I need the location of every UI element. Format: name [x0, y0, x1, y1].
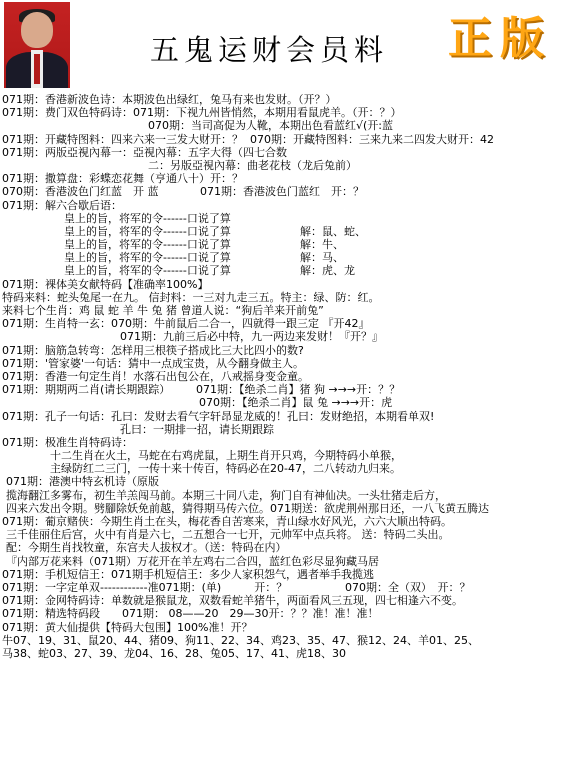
text-segment: 071期：撒算盘：彩蝶恋花舞（亨通八十）开：？ — [2, 172, 243, 186]
text-line — [0, 264, 584, 277]
text-segment: 070期：香港波色门红蓝 开 蓝 — [2, 185, 159, 199]
text-line — [0, 251, 584, 264]
text-line — [0, 581, 584, 594]
text-segment: 071期：【绝杀二肖】猪 狗 →→→开：？？ — [196, 383, 401, 397]
text-line — [0, 396, 584, 409]
text-line — [0, 489, 584, 502]
text-segment: 071期：孔子一句话：孔曰：发财去看气字轩昂显龙威的！孔曰：发财绝招，本期看单双! — [2, 409, 435, 423]
text-line — [0, 568, 584, 581]
text-segment: 孔曰：一期排一招，请长期跟踪 — [120, 422, 274, 436]
text-segment: 071期：解六合歇后语： — [2, 198, 122, 212]
text-segment: 071期：'管家婆'一句话：猜中一点成宝贵，从今翻身做主人。 — [2, 356, 305, 370]
text-segment: 配：今期生肖找牧童，东宫夫人拔权才。（送：特码在内） — [6, 541, 287, 555]
text-line — [0, 462, 584, 475]
text-line — [0, 607, 584, 620]
text-segment: 马38、蛇03、27、39、龙04、16、28、兔05、17、41、虎18、30 — [2, 646, 346, 660]
text-line — [0, 449, 584, 462]
text-segment: 揽海翻江多雾布，初生羊羔闯马前。本期三十同八走，狗门自有神仙决。一头壮猪走后方， — [6, 488, 446, 502]
text-segment: 解：牛、 — [300, 238, 344, 252]
text-line — [0, 291, 584, 304]
text-line — [0, 119, 584, 132]
text-segment: 071期：港澳中特玄机诗（原版 — [6, 475, 159, 489]
text-segment: 071期：金网特码诗：单数就是猴鼠龙，双数看蛇羊猪牛，两面看风三五现，四七相逢六不变。 — [2, 594, 463, 608]
text-line — [0, 93, 584, 106]
text-segment: 071期：黄大仙提供【特码大包围】100%准！开？ — [2, 620, 253, 634]
text-line — [0, 502, 584, 515]
text-segment: 二：另版亞視內幕：曲老花枝（龙后兔前） — [148, 158, 357, 172]
text-segment: 071期：开藏特图料：四来六来一三发大财开：？ — [2, 132, 243, 146]
text-line — [0, 555, 584, 568]
text-segment: 四来六发出令期。劈腳除妖免前越，猜得期马传六位。071期送：欲虎荆州那日还，一八飞黄五腾达 — [6, 501, 489, 515]
text-line — [0, 238, 584, 251]
text-line — [0, 410, 584, 423]
text-segment: 071期：九前三后必中特，九一两边来发财！『开？』 — [120, 330, 383, 344]
text-segment: 070期：当司高促为人靴，本期出色看蓝红√(开:蓝 — [148, 119, 394, 133]
avatar-tie — [34, 54, 40, 84]
text-line — [0, 185, 584, 198]
document-body — [0, 93, 584, 660]
text-segment: 皇上的旨，将军的令------口说了算 — [64, 238, 231, 252]
text-line — [0, 304, 584, 317]
text-segment: 十二生肖在火土，马蛇在右鸡虎鼠，上期生肖开只鸡，今期特码小单猴， — [50, 449, 402, 463]
text-line — [0, 528, 584, 541]
text-line — [0, 370, 584, 383]
text-line — [0, 541, 584, 554]
text-segment: 皇上的旨，将军的令------口说了算 — [64, 224, 231, 238]
text-segment: 『内部万花来料（071期）万花开在羊左鸡右二合四，蓝红色彩尽显狗藏马居 — [6, 554, 379, 568]
text-segment: 070期：开藏特图料：三来九来二四发大财开：42 — [250, 132, 494, 146]
text-segment: 071期：期期两二肖(请长期跟踪） — [2, 383, 171, 397]
text-line — [0, 515, 584, 528]
page-title: 五鬼运财会员料 — [150, 33, 389, 67]
text-segment: 皇上的旨，将军的令------口说了算 — [64, 251, 231, 265]
genuine-stamp: 正版 — [448, 13, 552, 64]
text-segment: 解：虎、龙 — [300, 264, 355, 278]
text-segment: 071期：精选特码段 071期： 08——20 29—30开：？？准！准！准！ — [2, 607, 379, 621]
text-line — [0, 594, 584, 607]
text-line — [0, 172, 584, 185]
text-segment: 三千佳丽住后宫，火中有肖是六七，二五想合一七开，元帅军中点兵将。 送：特码二头出。 — [6, 528, 450, 542]
text-line — [0, 436, 584, 449]
text-segment: 071期：脑筋急转弯：怎样用三根筷子搭成比三大比四小的数? — [2, 343, 304, 357]
text-line — [0, 133, 584, 146]
text-segment: 071期：葡京赌侠：今期生肖土在头，梅花香自苦寒来，青山绿水好风光，六六大顺出特码。 — [2, 515, 452, 528]
text-segment: 071期：香港新波色诗：本期波色出绿红，兔马有来也发财。（开？） — [2, 93, 337, 106]
text-segment: 皇上的旨，将军的令------口说了算 — [64, 264, 231, 278]
text-line — [0, 199, 584, 212]
text-line — [0, 146, 584, 159]
text-line — [0, 344, 584, 357]
text-segment: 070期：全（双） 开：？ — [345, 580, 471, 594]
avatar-face — [21, 12, 53, 48]
text-segment: 皇上的旨，将军的令------口说了算 — [64, 211, 231, 225]
text-line — [0, 647, 584, 660]
text-line — [0, 225, 584, 238]
text-line — [0, 330, 584, 343]
text-segment: 071期：香港波色门蓝红 开：？ — [200, 185, 364, 199]
text-line — [0, 106, 584, 119]
text-segment: 071期：裸体美女献特码【准确率100%】 — [2, 277, 209, 291]
text-line — [0, 317, 584, 330]
text-segment: 070期：【绝杀二肖】鼠 兔 →→→开：虎 — [199, 396, 393, 410]
text-segment: 071期：生肖特一玄：070期：牛前鼠后二合一，四就得一跟三定 『开42』 — [2, 317, 370, 331]
text-line — [0, 159, 584, 172]
text-segment: 071期：极准生肖特码诗： — [2, 435, 133, 449]
text-segment: 071期：两版亞視內幕一：亞視內幕：五字大得（四七合数 — [2, 145, 287, 159]
text-segment: 071期：一字定单双------------准071期：(单) 开：？ — [2, 580, 288, 594]
text-segment: 来料七个生肖：鸡 鼠 蛇 羊 牛 兔 猪 曾道人说：“狗后羊来开前兔” — [2, 304, 324, 317]
text-line — [0, 634, 584, 647]
text-segment: 071期：香港一句定生肖！水落石出包公在，八戒摇身变金童。 — [2, 369, 309, 383]
text-line — [0, 278, 584, 291]
text-segment: 071期：手机短信王：071期手机短信王：多少人家积怨气，遇者举手我揽逃 — [2, 567, 374, 581]
text-segment: 071期：费门双色特码诗：071期：下视九州皆悄然，本期用看鼠虎羊。（开：？） — [2, 106, 402, 120]
avatar-photo — [4, 2, 70, 88]
text-line — [0, 383, 584, 396]
text-line — [0, 621, 584, 634]
text-segment: 解：马、 — [300, 251, 344, 265]
text-segment: 牛07、19、31、鼠20、44、猪09、狗11、22、34、鸡23、35、47、猴12、24、羊01、25、 — [2, 633, 479, 647]
text-line — [0, 212, 584, 225]
text-segment: 主绿防红二三门，一传十来十传百，特码必在20-47，二八转动九归来。 — [50, 462, 401, 476]
text-segment: 解：鼠、蛇、 — [300, 224, 366, 238]
text-line — [0, 357, 584, 370]
text-line — [0, 475, 584, 488]
text-segment: 特码来料：蛇头兔尾一在九。 信封料：一三对九走三五。特主：绿、防：红。 — [2, 290, 380, 304]
text-line — [0, 423, 584, 436]
